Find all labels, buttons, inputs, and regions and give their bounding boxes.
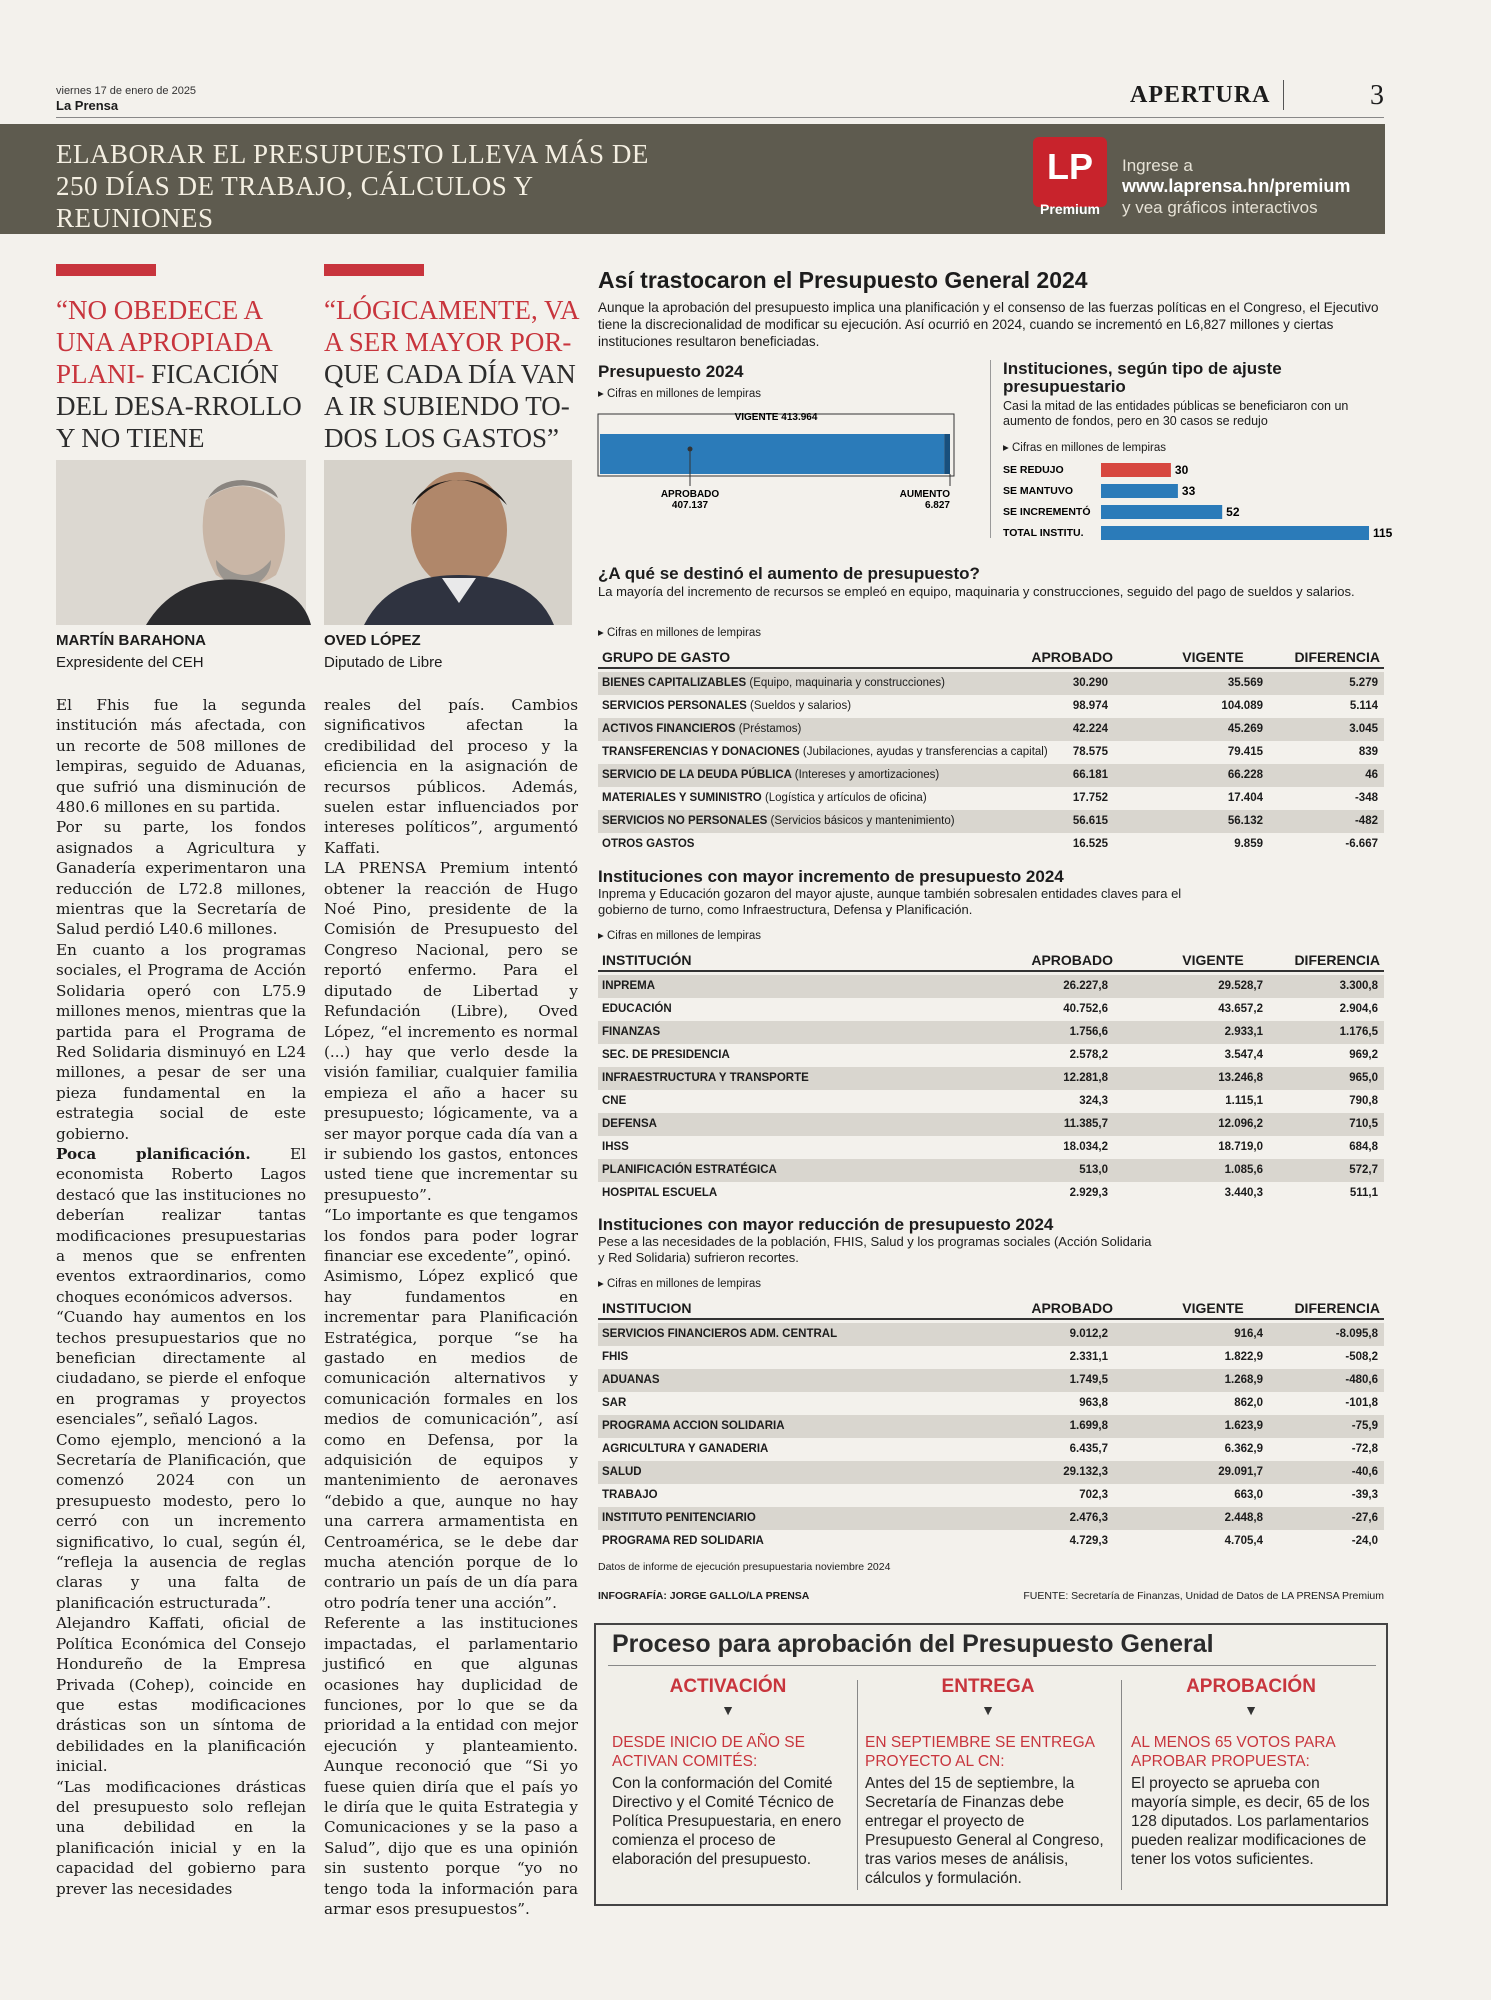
table-row: [598, 1484, 1384, 1507]
inst-bar-value: 52: [1226, 505, 1240, 519]
article-paragraph: Alejandro Kaffati, oficial de Política Económica del Consejo Hondureño de la Empresa Privada (Cohep), coincide en que estas modificaciones drásticas son un síntoma de debilidades en la planificación inicial.: [56, 1614, 306, 1776]
row-aprobado: 2.578,2: [1069, 1049, 1108, 1061]
units-text: Cifras en millones de lempiras: [606, 388, 762, 400]
inst-bar: [1101, 463, 1171, 477]
column-header: GRUPO DE GASTO: [602, 649, 731, 665]
row-vigente: 29.091,7: [1218, 1466, 1263, 1478]
aprobado-label: APROBADO: [660, 489, 720, 500]
promo-line-3: y vea gráficos interactivos: [1122, 198, 1318, 217]
arrow-down-icon: ▼: [721, 1702, 735, 1718]
row-vigente: 56.132: [1227, 815, 1263, 827]
units-text: Cifras en millones de lempiras: [606, 1278, 762, 1290]
header-divider: [1283, 80, 1284, 110]
quote-rest: FICACIÓN DEL DESA-RROLLO Y NO TIENE: [56, 359, 302, 453]
row-vigente: 18.719,0: [1218, 1141, 1263, 1153]
inst-bar-value: 33: [1181, 484, 1196, 498]
article-column-1: [56, 695, 306, 1899]
row-diferencia: 5.279: [1349, 677, 1378, 689]
inst-bar-label: SE REDUJO: [1003, 464, 1064, 476]
row-name: ACTIVOS FINANCIEROS (Préstamos): [602, 723, 802, 735]
row-vigente: 29.528,7: [1218, 980, 1263, 992]
units-text: Cifras en millones de lempiras: [606, 930, 762, 942]
table-row: [598, 810, 1384, 833]
row-detail: (Sueldos y salarios): [750, 700, 852, 712]
promo-line-1: Ingrese a: [1122, 156, 1193, 175]
row-aprobado: 56.615: [1072, 815, 1108, 827]
units-note: ▸ Cifras en millones de lempiras: [598, 627, 762, 639]
table-row: [598, 764, 1384, 787]
article-paragraph: LA PRENSA Premium intentó obtener la reacción de Hugo Noé Pino, presidente de la Comisión de Presupuesto del Congreso Nacional, pero se reportó enfermo. Para el diputado de Libertad y Refundación (Libre), Oved López, “el incremento es normal (...) hay que verlo desde la visión familiar, cualquier familia empieza el año a hacer su presupuesto; lógicamente, va a ser mayor porque cada día van a ir subiendo los gastos, entonces usted tiene que incrementar su presupuesto”.: [324, 859, 578, 1204]
row-name: EDUCACIÓN: [602, 1003, 672, 1015]
row-aprobado: 4.729,3: [1069, 1535, 1108, 1547]
row-name: SAR: [602, 1397, 627, 1409]
aumento-value: 6.827: [924, 500, 950, 511]
row-diferencia: -72,8: [1351, 1443, 1378, 1455]
column-header: INSTITUCION: [602, 1300, 692, 1316]
quote-red-part: “NO OBEDECE A UNA APROPIADA PLANI-: [56, 295, 272, 389]
table-row: [598, 1182, 1384, 1205]
row-aprobado: 6.435,7: [1069, 1443, 1108, 1455]
table-row: [598, 1438, 1384, 1461]
page-number: 3: [1370, 80, 1384, 111]
row-diferencia: 3.045: [1349, 723, 1378, 735]
row-name: IHSS: [602, 1141, 629, 1153]
inst-bar: [1101, 484, 1178, 498]
column-header: DIFERENCIA: [1294, 952, 1380, 968]
banner-title: ELABORAR EL PRESUPUESTO LLEVA MÁS DE 250 DÍAS DE TRABAJO, CÁLCULOS Y REUNIONES: [56, 139, 649, 233]
row-name: PROGRAMA ACCION SOLIDARIA: [602, 1420, 785, 1432]
row-diferencia: 969,2: [1349, 1049, 1378, 1061]
row-name: OTROS GASTOS: [602, 838, 695, 850]
row-name: CNE: [602, 1095, 627, 1107]
quote-red-part: “LÓGICAMENTE, VA A SER MAYOR POR-: [324, 295, 578, 357]
column-header: APROBADO: [1031, 952, 1113, 968]
row-diferencia: -39,3: [1351, 1489, 1378, 1501]
row-vigente: 663,0: [1234, 1489, 1263, 1501]
table-header: [598, 647, 1384, 669]
row-diferencia: -6.667: [1345, 838, 1378, 850]
quote-accent-bar: [56, 264, 156, 276]
row-diferencia: 2.904,6: [1339, 1003, 1378, 1015]
process-step-title: ENTREGA: [941, 1676, 1035, 1697]
reduccion-title: Instituciones con mayor reducción de presupuesto 2024: [598, 1215, 1054, 1234]
incremento-sub: Inprema y Educación gozaron del mayor ajuste, aunque también sobresalen entidades claves para el gobierno de turno, como Infraestructura, Defensa y Planificación.: [598, 886, 1182, 917]
row-detail: (Intereses y amortizaciones): [794, 769, 940, 781]
column-header: DIFERENCIA: [1294, 649, 1380, 665]
process-title: Proceso para aprobación del Presupuesto General: [612, 1630, 1214, 1658]
section-name: APERTURA: [1130, 82, 1271, 108]
inst-bar-value: 115: [1373, 526, 1393, 540]
row-name: BIENES CAPITALIZABLES (Equipo, maquinaria y construcciones): [602, 677, 945, 689]
reduccion-sub: Pese a las necesidades de la población, FHIS, Salud y los programas sociales (Acción Solidaria y Red Solidaria) sufrieron recortes.: [598, 1234, 1152, 1265]
row-name: SERVICIOS FINANCIEROS ADM. CENTRAL: [602, 1328, 838, 1340]
quote-accent-bar: [324, 264, 424, 276]
row-vigente: 6.362,9: [1224, 1443, 1263, 1455]
process-rule: [608, 1665, 1376, 1666]
row-name: PLANIFICACIÓN ESTRATÉGICA: [602, 1164, 777, 1176]
table-row: [598, 695, 1384, 718]
table-row: [598, 1507, 1384, 1530]
row-detail: (Préstamos): [738, 723, 802, 735]
row-vigente: 35.569: [1227, 677, 1263, 689]
row-vigente: 66.228: [1227, 769, 1263, 781]
arrow-down-icon: ▼: [981, 1702, 995, 1718]
units-note: ▸ Cifras en millones de lempiras: [1003, 442, 1167, 454]
column-header: INSTITUCIÓN: [602, 952, 692, 968]
row-name: ADUANAS: [602, 1374, 660, 1386]
article-column-2: [324, 695, 578, 1919]
incremento-title: Instituciones con mayor incremento de presupuesto 2024: [598, 867, 1064, 886]
row-diferencia: -348: [1354, 792, 1378, 804]
process-step-subtitle: AL MENOS 65 VOTOS PARA APROBAR PROPUESTA:: [1131, 1734, 1335, 1770]
table-row: [598, 1090, 1384, 1113]
process-step-text: Con la conformación del Comité Directivo y el Comité Técnico de Política Presupuestaria, en enero comienza el proceso de elaboración del presupuesto.: [612, 1775, 842, 1868]
row-name: HOSPITAL ESCUELA: [602, 1187, 718, 1199]
row-diferencia: 572,7: [1349, 1164, 1378, 1176]
row-diferencia: -101,8: [1345, 1397, 1378, 1409]
units-note: ▸ Cifras en millones de lempiras: [598, 930, 762, 942]
table-row: [598, 833, 1384, 856]
article-paragraph: Como ejemplo, mencionó a la Secretaría de Planificación, que comenzó 2024 con un presupuesto modesto, pero lo cerró con un incremento significativo, lo cual, según él, “refleja la ausencia de reglas claras y una falta de planificación estructurada”.: [56, 1430, 306, 1612]
row-vigente: 862,0: [1234, 1397, 1263, 1409]
row-vigente: 3.547,4: [1224, 1049, 1263, 1061]
row-aprobado: 1.756,6: [1069, 1026, 1108, 1038]
process-step-title: APROBACIÓN: [1186, 1676, 1316, 1697]
row-diferencia: -8.095,8: [1335, 1328, 1378, 1340]
table-row: [598, 787, 1384, 810]
table-row: [598, 1392, 1384, 1415]
table-row: [598, 1346, 1384, 1369]
inst-bar-label: SE MANTUVO: [1003, 485, 1074, 497]
row-aprobado: 963,8: [1079, 1397, 1108, 1409]
row-aprobado: 26.227,8: [1063, 980, 1108, 992]
row-aprobado: 9.012,2: [1069, 1328, 1108, 1340]
article-paragraph: “Cuando hay aumentos en los techos presupuestarios que no benefician directamente al ciudadano, se pierde el enfoque en programas y proyectos esenciales”, señaló Lagos.: [56, 1308, 306, 1429]
article-paragraph: El Fhis fue la segunda institución más afectada, con un recorte de 508 millones de lempiras, seguido de Aduanas, que sufrió una disminución de 480.6 millones en su partida.: [56, 696, 306, 817]
article-paragraph: En cuanto a los programas sociales, el Programa de Acción Solidaria operó con L75.9 millones menos, mientras que la partida para el Programa de Red Solidaria disminuyó en L24 millones, a pesar de ser una pieza fundamental en la estrategia social de este gobierno.: [56, 940, 306, 1143]
row-name: SERVICIOS PERSONALES (Sueldos y salarios): [602, 700, 852, 712]
row-aprobado: 2.331,1: [1069, 1351, 1108, 1363]
gasto-title: ¿A qué se destinó el aumento de presupuesto?: [598, 564, 980, 583]
inst-bar-label: SE INCREMENTÓ: [1003, 506, 1091, 518]
row-name: SERVICIOS NO PERSONALES (Servicios básicos y mantenimiento): [602, 815, 955, 827]
column-header: VIGENTE: [1182, 952, 1244, 968]
pull-quote-lopez: [324, 294, 582, 454]
row-vigente: 1.268,9: [1224, 1374, 1263, 1386]
row-detail: (Logística y artículos de oficina): [764, 792, 927, 804]
row-diferencia: -480,6: [1345, 1374, 1378, 1386]
table-row: [598, 672, 1384, 695]
inst-bar: [1101, 526, 1369, 540]
row-diferencia: -40,6: [1351, 1466, 1378, 1478]
process-step-text: El proyecto se aprueba con mayoría simple, es decir, 65 de los 128 diputados. Los parlamentarios pueden realizar modificaciones de tener los votos suficientes.: [1131, 1775, 1370, 1868]
infographic-source: FUENTE: Secretaría de Finanzas, Unidad de Datos de LA PRENSA Premium: [1023, 1590, 1384, 1602]
row-diferencia: -24,0: [1351, 1535, 1378, 1547]
column-header: VIGENTE: [1182, 1300, 1244, 1316]
budget-approved-bar: [600, 434, 944, 474]
row-name: FINANZAS: [602, 1026, 661, 1038]
units-note: ▸ Cifras en millones de lempiras: [598, 388, 762, 400]
table-row: [598, 1136, 1384, 1159]
infographic-intro: Aunque la aprobación del presupuesto implica una planificación y el consenso de las fuerzas políticas en el Congreso, el Ejecutivo tiene la discrecionalidad de modificar su ejecución. Así ocurrió en 2024, cuando se incrementó en L6,827 millones y ciertas instituciones resultaron beneficiadas.: [598, 300, 1379, 349]
institutions-adjust-chart: [1003, 460, 1393, 544]
table-row: [598, 1369, 1384, 1392]
row-vigente: 2.448,8: [1224, 1512, 1263, 1524]
row-vigente: 916,4: [1234, 1328, 1263, 1340]
person-role: Expresidente del CEH: [56, 654, 204, 671]
row-vigente: 1.115,1: [1225, 1095, 1263, 1107]
row-vigente: 12.096,2: [1218, 1118, 1263, 1130]
row-vigente: 1.623,9: [1224, 1420, 1263, 1432]
table-row: [598, 718, 1384, 741]
row-diferencia: 3.300,8: [1339, 980, 1378, 992]
quote-rest: QUE CADA DÍA VAN A IR SUBIENDO TO-DOS LOS GASTOS”: [324, 359, 576, 453]
row-aprobado: 16.525: [1072, 838, 1108, 850]
row-aprobado: 1.699,8: [1069, 1420, 1108, 1432]
row-diferencia: -508,2: [1345, 1351, 1378, 1363]
row-vigente: 1.822,9: [1224, 1351, 1263, 1363]
row-diferencia: 1.176,5: [1339, 1026, 1378, 1038]
table-row: [598, 741, 1384, 764]
promo-link[interactable]: www.laprensa.hn/premium: [1122, 176, 1351, 196]
table-row: [598, 998, 1384, 1021]
infographic-credit: INFOGRAFÍA: JORGE GALLO/LA PRENSA: [598, 1590, 810, 1602]
row-aprobado: 30.290: [1072, 677, 1108, 689]
table-row: [598, 975, 1384, 998]
budget-vigente-label: VIGENTE 413.964: [734, 412, 818, 423]
row-aprobado: 18.034,2: [1063, 1141, 1108, 1153]
process-divider: [1121, 1680, 1122, 1890]
table-row: [598, 1415, 1384, 1438]
photo-martin-barahona: [56, 460, 306, 625]
table-row: [598, 1067, 1384, 1090]
budget-title: Presupuesto 2024: [598, 362, 744, 381]
row-diferencia: 790,8: [1349, 1095, 1378, 1107]
gasto-sub: La mayoría del incremento de recursos se empleó en equipo, maquinaria y construcciones, seguido del pago de sueldos y salarios.: [598, 584, 1355, 599]
row-aprobado: 29.132,3: [1063, 1466, 1108, 1478]
row-diferencia: 965,0: [1349, 1072, 1378, 1084]
person-name: OVED LÓPEZ: [324, 632, 421, 649]
person-name: MARTÍN BARAHONA: [56, 632, 206, 649]
row-diferencia: 46: [1365, 769, 1378, 781]
process-divider: [857, 1680, 858, 1890]
arrow-down-icon: ▼: [1244, 1702, 1258, 1718]
row-name: TRABAJO: [602, 1489, 658, 1501]
data-note: Datos de informe de ejecución presupuestaria noviembre 2024: [598, 1561, 891, 1573]
row-vigente: 1.085,6: [1224, 1164, 1263, 1176]
row-aprobado: 513,0: [1079, 1164, 1108, 1176]
row-diferencia: -482: [1354, 815, 1378, 827]
row-aprobado: 78.575: [1072, 746, 1108, 758]
row-vigente: 45.269: [1227, 723, 1263, 735]
article-paragraph: Por su parte, los fondos asignados a Agricultura y Ganadería experimentaron una reducción de L72.8 millones, mientras que la Secretaría de Salud perdió L40.6 millones.: [56, 818, 306, 939]
table-header: [598, 950, 1384, 972]
process-step-title: ACTIVACIÓN: [669, 1676, 787, 1697]
table-row: [598, 1021, 1384, 1044]
row-name: SEC. DE PRESIDENCIA: [602, 1049, 730, 1061]
row-aprobado: 1.749,5: [1069, 1374, 1108, 1386]
row-aprobado: 702,3: [1079, 1489, 1108, 1501]
issue-date: viernes 17 de enero de 2025: [56, 85, 197, 97]
row-diferencia: 511,1: [1349, 1187, 1378, 1199]
units-note: ▸ Cifras en millones de lempiras: [598, 1278, 762, 1290]
budget-bar-chart: [598, 404, 964, 510]
row-name: TRANSFERENCIAS Y DONACIONES (Jubilaciones, ayudas y transferencias a capital): [602, 746, 1048, 758]
row-aprobado: 2.929,3: [1069, 1187, 1108, 1199]
row-diferencia: 5.114: [1349, 700, 1378, 712]
newspaper-name: La Prensa: [56, 98, 119, 113]
photo-oved-lopez: [324, 460, 572, 625]
column-header: VIGENTE: [1182, 649, 1244, 665]
article-paragraph: Poca planificación. El economista Roberto Lagos destacó que las instituciones no deberían realizar tantas modificaciones presupuestarias a menos que se enfrenten eventos extraordinarios, como choques económicos adversos.: [56, 1144, 306, 1306]
process-step-subtitle: EN SEPTIEMBRE SE ENTREGA PROYECTO AL CN:: [865, 1734, 1095, 1770]
row-name: FHIS: [602, 1351, 629, 1363]
row-name: PROGRAMA RED SOLIDARIA: [602, 1535, 764, 1547]
table-row: [598, 1323, 1384, 1346]
article-paragraph: “Las modificaciones drásticas del presupuesto solo reflejan una debilidad en la planificación inicial y en la capacidad del gobierno para prever las necesidades: [56, 1777, 306, 1898]
budget-increase-bar: [944, 434, 950, 474]
row-aprobado: 17.752: [1072, 792, 1108, 804]
row-detail: (Equipo, maquinaria y construcciones): [749, 677, 945, 689]
row-name: INPREMA: [602, 980, 656, 992]
row-aprobado: 42.224: [1072, 723, 1108, 735]
row-aprobado: 66.181: [1072, 769, 1108, 781]
inst-bar-value: 30: [1174, 463, 1189, 477]
inst-bar: [1101, 505, 1222, 519]
row-diferencia: -27,6: [1351, 1512, 1378, 1524]
person-role: Diputado de Libre: [324, 654, 443, 671]
table-row: [598, 1461, 1384, 1484]
row-aprobado: 324,3: [1079, 1095, 1108, 1107]
table-header: [598, 1298, 1384, 1320]
aumento-label: AUMENTO: [899, 489, 950, 500]
units-text: Cifras en millones de lempiras: [1011, 442, 1167, 454]
process-step-subtitle: DESDE INICIO DE AÑO SE ACTIVAN COMITÉS:: [612, 1734, 805, 1770]
row-diferencia: 839: [1358, 746, 1378, 758]
inst-bar-label: TOTAL INSTITU.: [1003, 527, 1084, 539]
chart-divider: [990, 360, 991, 538]
row-name: AGRICULTURA Y GANADERIA: [602, 1443, 769, 1455]
row-name: MATERIALES Y SUMINISTRO (Logística y artículos de oficina): [602, 792, 927, 804]
row-aprobado: 98.974: [1072, 700, 1108, 712]
row-vigente: 2.933,1: [1224, 1026, 1263, 1038]
article-paragraph: “Lo importante es que tengamos los fondos para poder lograr financiar ese excedente”, opinó.: [324, 1206, 578, 1265]
row-aprobado: 2.476,3: [1069, 1512, 1108, 1524]
row-name: INSTITUTO PENITENCIARIO: [602, 1512, 756, 1524]
header-rule: [56, 117, 1384, 118]
lp-premium-label: Premium: [1040, 201, 1100, 217]
table-row: [598, 1530, 1384, 1553]
row-name: SERVICIO DE LA DEUDA PÚBLICA (Intereses y amortizaciones): [602, 769, 940, 781]
article-paragraph: Asimismo, López explicó que hay fundamentos en incrementar para Planificación Estratégica, porque “se ha gastado en medios de comunicación alternativos y comunicación formales en los medios de comunicación”, así como en Defensa, por la adquisición de equipos y mantenimiento de aeronaves “debido a que, aunque no hay una carrera armamentista en Centroamérica, se le debe dar mucha atención porque de lo contrario un país de un día para otro podría tener una acción”.: [324, 1267, 578, 1612]
row-diferencia: 684,8: [1349, 1141, 1378, 1153]
row-diferencia: -75,9: [1351, 1420, 1378, 1432]
row-vigente: 17.404: [1227, 792, 1263, 804]
column-header: APROBADO: [1031, 1300, 1113, 1316]
process-step-text: Antes del 15 de septiembre, la Secretaría de Finanzas debe entregar el proyecto de Presupuesto General al Congreso, tras varios meses de análisis, cálculos y formulación.: [865, 1775, 1104, 1887]
row-name: INFRAESTRUCTURA Y TRANSPORTE: [602, 1072, 809, 1084]
row-diferencia: 710,5: [1349, 1118, 1378, 1130]
lp-logo-icon: LP: [1033, 137, 1107, 207]
row-detail: (Jubilaciones, ayudas y transferencias a capital): [802, 746, 1048, 758]
column-header: APROBADO: [1031, 649, 1113, 665]
row-name: DEFENSA: [602, 1118, 657, 1130]
row-vigente: 79.415: [1227, 746, 1263, 758]
row-aprobado: 12.281,8: [1063, 1072, 1108, 1084]
aprobado-dot: [688, 447, 693, 452]
row-aprobado: 40.752,6: [1063, 1003, 1108, 1015]
aprobado-value: 407.137: [671, 500, 709, 511]
infographic-title: Así trastocaron el Presupuesto General 2024: [598, 267, 1088, 293]
article-paragraph: Referente a las instituciones impactadas, el parlamentario justificó en que algunas ocasiones hay duplicidad de funciones, por lo que se da prioridad a la entidad con mejor ejecución y planteamiento. Aunque reconoció que “Si yo fuese quien diría que el país yo le diría que le quita Estrategia y Comunicaciones y se la paso a Salud”, dijo que es una opinión sin sustento porque “yo no tengo toda la información para armar esos presupuestos”.: [324, 1614, 578, 1918]
row-name: SALUD: [602, 1466, 642, 1478]
institutions-adjust-sub: Casi la mitad de las entidades públicas se beneficiaron con un aumento de fondos, pero en 30 casos se redujo: [1003, 399, 1349, 428]
table-row: [598, 1044, 1384, 1067]
row-vigente: 4.705,4: [1224, 1535, 1263, 1547]
units-text: Cifras en millones de lempiras: [606, 627, 762, 639]
row-aprobado: 11.385,7: [1063, 1118, 1108, 1130]
row-vigente: 3.440,3: [1224, 1187, 1263, 1199]
institutions-adjust-title: Instituciones, según tipo de ajuste presupuestario: [1003, 359, 1282, 396]
table-row: [598, 1159, 1384, 1182]
paragraph-lead: Poca planificación.: [56, 1144, 251, 1163]
row-vigente: 13.246,8: [1218, 1072, 1263, 1084]
article-paragraph: reales del país. Cambios significativos afectan la credibilidad del proceso y la eficiencia en la asignación de recursos públicos. Además, suelen estar influenciados por intereses políticos”, argumentó Kaffati.: [324, 696, 578, 857]
column-header: DIFERENCIA: [1294, 1300, 1380, 1316]
row-vigente: 9.859: [1234, 838, 1263, 850]
table-row: [598, 1113, 1384, 1136]
row-detail: (Servicios básicos y mantenimiento): [770, 815, 955, 827]
row-vigente: 43.657,2: [1218, 1003, 1263, 1015]
row-vigente: 104.089: [1221, 700, 1263, 712]
